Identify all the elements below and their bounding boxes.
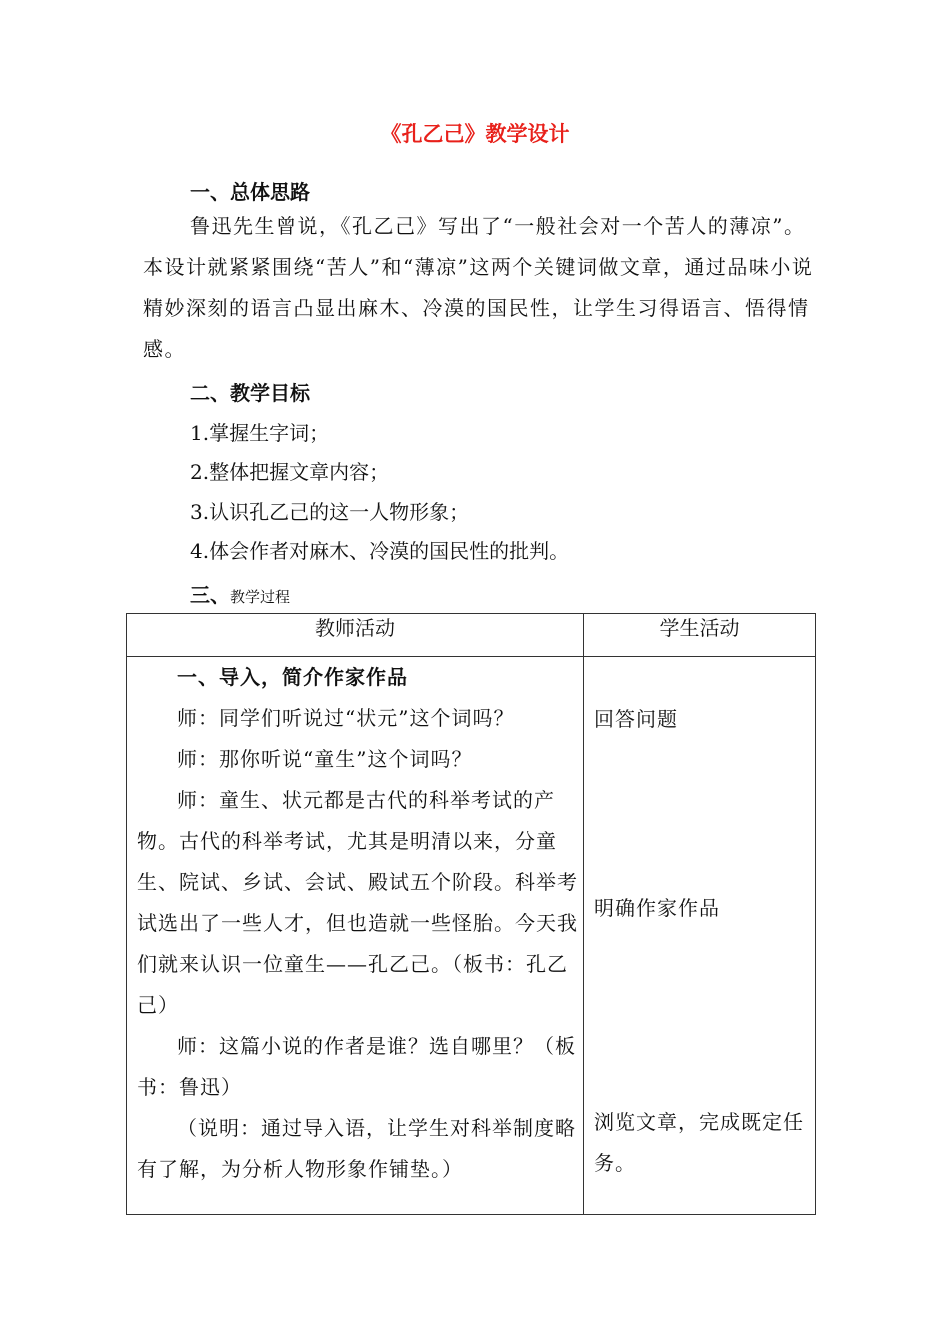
goal-item: 3.认识孔乙己的这一人物形象； [190, 500, 470, 524]
teacher-note: （说明：通过导入语，让学生对科举制度略有了解，为分析人物形象作铺垫。） [137, 1116, 576, 1181]
document-title: 《孔乙己》教学设计 [380, 122, 570, 146]
teacher-line: 师：同学们听说过“状元”这个词吗？ [177, 706, 515, 730]
header-teacher-activity: 教师活动 [127, 614, 584, 657]
section-label: 教学过程 [230, 588, 291, 606]
goal-item: 1.掌握生字词； [190, 421, 330, 445]
teacher-activity-cell [127, 657, 584, 1215]
goal-item: 4.体会作者对麻木、冷漠的国民性的批判。 [190, 539, 570, 563]
teacher-step-heading: 一、导入，简介作家作品 [177, 665, 408, 689]
student-activity-cell [584, 657, 816, 1215]
teacher-line: 师：这篇小说的作者是谁？选自哪里？（板书：鲁迅） [137, 1034, 576, 1099]
student-activity-item: 明确作家作品 [594, 896, 721, 920]
teacher-line: 师：童生、状元都是古代的科举考试的产物。古代的科举考试，尤其是明清以来，分童生、院试、乡试、会试、殿试五个阶段。科举考试选出了一些人才，但也造就一些怪胎。今天我们就来认识一位童生——孔乙己。（板书：孔乙己） [137, 788, 578, 1017]
section-heading-process [190, 579, 290, 608]
teacher-line: 师：那你听说“童生”这个词吗？ [177, 747, 473, 771]
goal-item: 2.整体把握文章内容； [190, 460, 390, 484]
overview-paragraph: 鲁迅先生曾说，《孔乙己》写出了“一般社会对一个苦人的薄凉”。本设计就紧紧围绕“苦人”和“薄凉”这两个关键词做文章，通过品味小说精妙深刻的语言凸显出麻木、冷漠的国民性，让学生习得语言、悟得情感。 [143, 214, 814, 361]
student-activity-item: 回答问题 [594, 707, 679, 731]
teaching-process-table [126, 613, 816, 1215]
section-heading-overview: 一、总体思路 [190, 180, 310, 204]
section-heading-goals: 二、教学目标 [190, 381, 310, 405]
student-activity-item: 浏览文章，完成既定任务。 [594, 1110, 805, 1175]
header-student-activity: 学生活动 [584, 614, 816, 657]
section-number: 三、 [190, 583, 230, 607]
